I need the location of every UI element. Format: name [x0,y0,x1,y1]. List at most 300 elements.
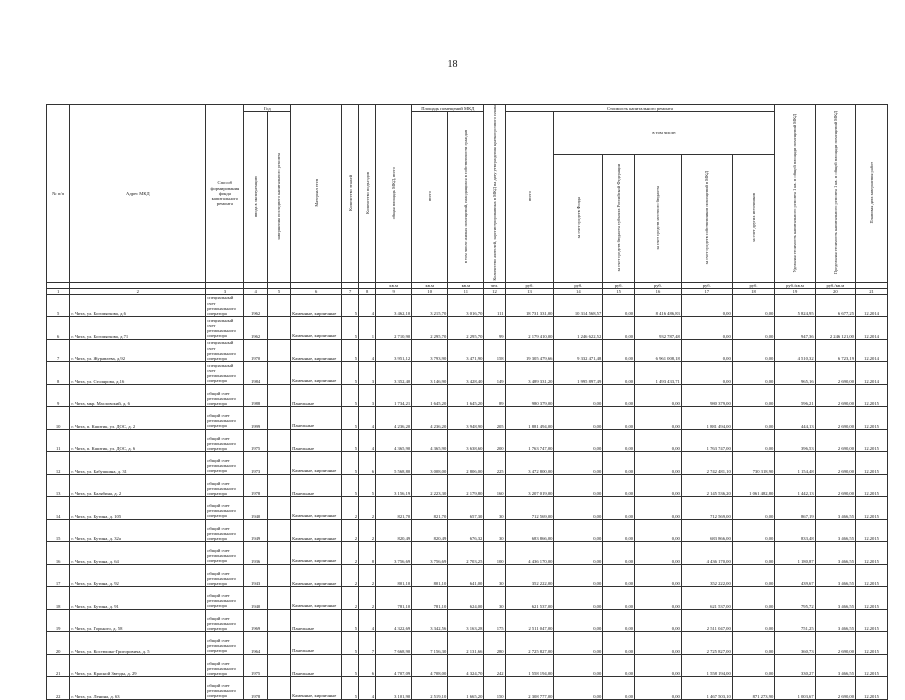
column-number-cell: 5 [267,288,290,294]
table-cell [291,497,342,520]
table-cell: 2 [342,519,359,542]
table-cell: 0,00 [603,632,635,655]
table-cell: 3 466,55 [815,497,855,520]
table-cell: 0,00 [732,407,775,430]
table-cell: 0,00 [732,497,775,520]
table-cell-text: специальный счет регионального оператора [207,317,236,339]
table-cell: 2 690,00 [815,429,855,452]
table-cell: г. Чита, п. Кшитик, ул. ДОС, д. 6 [70,429,206,452]
table-cell [267,474,290,497]
table-cell: 4 [359,677,376,700]
table-cell-text: специальный счет регионального оператора [207,362,236,384]
table-cell: 5 [47,294,70,317]
header-deadline: Плановая дата завершения работ [855,105,887,283]
table-cell [206,587,244,610]
table-cell: 3 342,56 [412,609,448,632]
table-cell: 641,00 [448,564,484,587]
table-cell: 0,00 [603,497,635,520]
table-cell: 13 [47,474,70,497]
table-cell: 4 436 170,00 [681,542,732,565]
table-cell [206,542,244,565]
table-cell: 1962 [244,294,267,317]
table-cell: 657,30 [448,497,484,520]
table-cell: 2 223,30 [412,474,448,497]
table-cell: 175 [484,609,505,632]
table-cell: 1 180,87 [775,542,815,565]
table-cell: 683 866,00 [681,519,732,542]
header-cost-total: всего [505,112,554,283]
table-cell: 3 466,55 [815,542,855,565]
table-cell: 12.2015 [855,542,887,565]
table-cell: 18 [47,587,70,610]
column-number-cell: 20 [815,288,855,294]
table-cell [206,564,244,587]
table-cell: 596,21 [775,384,815,407]
table-cell [267,429,290,452]
table-cell: 0,00 [635,542,682,565]
column-number-cell: 21 [855,288,887,294]
table-cell: 2 690,00 [815,362,855,385]
unit-cell: руб. [635,282,682,288]
table-cell: 111 [484,294,505,317]
column-number-cell: 2 [70,288,206,294]
table-cell: 4 [359,339,376,362]
table-cell: 2 703,25 [448,542,484,565]
unit-cell: руб. [681,282,732,288]
table-cell: 280 [484,632,505,655]
table-cell [291,407,342,430]
table-cell-text: общий счет регионального оператора [207,480,236,496]
table-cell: 0,00 [554,429,603,452]
table-cell: 3 756,69 [412,542,448,565]
table-cell: г. Чита, ул. Богомягкова, д.6 [70,294,206,317]
column-number-cell: 7 [342,288,359,294]
table-cell: 0,00 [603,362,635,385]
header-group-including: в том числе: [554,112,775,155]
table-row [47,407,888,430]
table-cell: 5 [342,654,359,677]
table-cell: 5 [342,384,359,407]
table-cell-text: специальный счет регионального оператора [207,295,236,316]
column-number-cell: 16 [635,288,682,294]
header-residents: Количество жителей, зарегистрированных в МКД на дату утверждения краткосрочного плана [484,105,505,283]
table-cell: 1984 [244,362,267,385]
table-cell: 801,10 [412,564,448,587]
table-cell: 12.2015 [855,407,887,430]
table-cell: 0,00 [732,519,775,542]
table-cell: 21 [47,654,70,677]
table-cell: 5 [342,294,359,317]
table-cell: г. Чита, ул. Красной Звезды, д. 29 [70,654,206,677]
table-row [47,497,888,520]
table-cell: 1 061 482,80 [732,474,775,497]
table-cell: 5 [342,609,359,632]
table-cell: 3 466,55 [815,609,855,632]
header-entrances: Количество подъездов [359,105,376,283]
unit-cell: руб./кв.м [775,282,815,288]
table-cell-text: общий счет регионального оператора [207,548,236,564]
table-cell: 2 179,80 [448,474,484,497]
table-cell: 0,00 [603,654,635,677]
table-cell: 730 318,90 [732,452,775,475]
table-cell: 0,00 [732,654,775,677]
table-cell-text: Каменные, кирпичные [292,333,337,339]
table-cell: г. Чита, ул. Костюшко-Григоровича, д. 5 [70,632,206,655]
table-cell: 2 511 047,00 [505,609,554,632]
table-row [47,609,888,632]
table-cell: 3 951,12 [376,339,412,362]
table-cell: 4 [359,294,376,317]
unit-cell: руб. [505,282,554,288]
table-cell: 200 [484,429,505,452]
table-cell: 0,00 [554,632,603,655]
table-cell: 2 295,70 [448,317,484,340]
table-cell: г. Чита, п. Кшитик, ул. ДОС, д. 2 [70,407,206,430]
table-cell: 2 [342,542,359,565]
table-cell: 0,00 [732,294,775,317]
table-cell-text: Каменные, кирпичные [292,558,337,564]
table-cell: 12.2015 [855,587,887,610]
table-cell: 2 [359,519,376,542]
table-cell: 5 [342,362,359,385]
table-cell [267,407,290,430]
table-cell [206,452,244,475]
table-cell: 0,00 [554,384,603,407]
table-cell: 1999 [244,407,267,430]
table-cell: 3 156,19 [376,474,412,497]
column-number-cell: 13 [505,288,554,294]
table-cell: 396,53 [775,429,815,452]
table-cell: 0,00 [732,542,775,565]
table-cell [206,362,244,385]
table-cell-text: Панельные [292,445,314,451]
table-cell: 242 [484,654,505,677]
table-cell [267,677,290,700]
table-cell: 100 [484,542,505,565]
table-cell: 1 493 433,71 [635,362,682,385]
table-cell: 1949 [244,519,267,542]
table-cell: 12.2014 [855,294,887,317]
table-cell: 8 [359,542,376,565]
table-cell: 0,00 [603,542,635,565]
column-number-cell: 8 [359,288,376,294]
column-number-cell: 11 [448,288,484,294]
table-cell [291,339,342,362]
table-cell-text: общий счет регионального оператора [207,413,236,429]
table-cell: 150 [484,677,505,700]
table-cell [267,317,290,340]
table-cell: 444,13 [775,407,815,430]
table-cell: 0,00 [603,452,635,475]
table-cell: 12.2015 [855,429,887,452]
table-cell: 3 [359,362,376,385]
table-cell: 0,00 [635,452,682,475]
table-cell: 3 948,90 [448,407,484,430]
table-cell: 947,36 [775,317,815,340]
table-cell: 1 003,67 [775,677,815,700]
table-cell: 820,49 [376,519,412,542]
table-cell: 9 [47,384,70,407]
table-cell [267,654,290,677]
table-cell: 2 519,10 [412,677,448,700]
table-cell-text: общий счет регионального оператора [207,435,236,451]
header-group-premises-area: Площадь помещений МКД [412,105,484,112]
table-cell: 1940 [244,497,267,520]
header-area-total: всего [412,112,448,283]
table-cell: 1 995 897,49 [554,362,603,385]
table-cell: 0,00 [603,587,635,610]
header-no: № п/п [47,105,70,283]
table-cell [291,452,342,475]
header-group-cost: Стоимость капитального ремонта [505,105,775,112]
capital-repair-table [46,104,888,700]
header-cost-owners: за счет средств собственников помещений в МКД [681,154,732,282]
table-cell: 360,73 [775,632,815,655]
table-cell: 30 [484,497,505,520]
column-number-cell: 4 [244,288,267,294]
table-cell: 2 690,00 [815,384,855,407]
column-number-cell: 1 [47,288,70,294]
table-cell: 965,16 [775,362,815,385]
table-cell: 2 806,00 [448,452,484,475]
table-row [47,384,888,407]
table-cell: 12 [47,452,70,475]
table-cell: 19 [47,609,70,632]
table-cell: 12.2015 [855,452,887,475]
table-cell: 0,00 [603,519,635,542]
table-cell-text: Панельные [292,670,314,676]
table-cell-text: общий счет регионального оператора [207,660,236,676]
table-cell-text: общий счет регионального оператора [207,525,236,541]
table-cell: 1936 [244,542,267,565]
table-cell: 12.2015 [855,654,887,677]
table-cell [267,542,290,565]
table-row [47,474,888,497]
table-cell: 5 568,80 [376,452,412,475]
table-cell: 22 [47,677,70,700]
table-cell: 18 731 331,00 [505,294,554,317]
table-cell [267,497,290,520]
table-cell: 0,00 [635,519,682,542]
table-cell: 1 881 494,00 [681,407,732,430]
table-cell: 4 436 170,00 [505,542,554,565]
table-cell-text: Панельные [292,625,314,631]
table-cell: 3 146,90 [412,362,448,385]
table-cell: 5 [359,474,376,497]
table-cell: г. Чита, ул. Бабушкина, д. 31 [70,452,206,475]
table-cell: 0,00 [554,407,603,430]
table-cell: 7 668,90 [376,632,412,655]
table-cell: 0,00 [603,339,635,362]
header-cost-local: за счет средств местного бюджета [635,154,682,282]
table-cell: г. Чита, ул. Горького, д. 58 [70,609,206,632]
table-cell: 10 [47,407,70,430]
table-cell: 149 [484,362,505,385]
column-number-cell: 6 [291,288,342,294]
table-cell [291,384,342,407]
table-row [47,632,888,655]
table-cell: 1940 [244,587,267,610]
table-cell: 7 156,30 [412,632,448,655]
table-cell: г. Чита, ул. Столярова, д.16 [70,362,206,385]
table-cell: 1962 [244,317,267,340]
table-cell: 1 763 747,00 [681,429,732,452]
table-cell: 3 471,90 [448,339,484,362]
table-cell-text: общий счет регионального оператора [207,458,236,474]
table-cell: 712 569,00 [505,497,554,520]
table-row [47,542,888,565]
table-cell-text: общий счет регионального оператора [207,570,236,586]
table-cell [206,632,244,655]
table-cell: 2 690,00 [815,677,855,700]
table-cell [206,317,244,340]
table-cell: 2 690,00 [815,452,855,475]
unit-cell: руб. [732,282,775,288]
table-cell: 17 [47,564,70,587]
table-cell: 5 [342,407,359,430]
table-cell: 20 [47,632,70,655]
column-number-cell: 15 [603,288,635,294]
table-cell-text: Каменные, кирпичные [292,468,337,474]
table-cell: 0,00 [635,429,682,452]
table-cell: 30 [484,587,505,610]
table-cell: 871 273,90 [732,677,775,700]
table-cell: 0,00 [732,362,775,385]
table-cell [206,339,244,362]
table-cell: 0,00 [554,542,603,565]
table-cell: 10 314 568,57 [554,294,603,317]
table-cell: 4 236,20 [412,407,448,430]
table-cell: 2 725 827,00 [681,632,732,655]
table-cell: 751,25 [775,609,815,632]
table-cell-text: Панельные [292,490,314,496]
table-cell: 3 489 331,20 [505,362,554,385]
table-cell-text: Каменные, кирпичные [292,693,337,699]
table-cell: 0,00 [603,407,635,430]
table-cell: 0,00 [603,384,635,407]
table-cell: 5 [342,677,359,700]
table-cell: 5 [342,474,359,497]
table-cell: 3 466,55 [815,519,855,542]
table-cell: 3 163,28 [448,609,484,632]
table-cell [267,339,290,362]
column-number-cell: 10 [412,288,448,294]
table-cell: 8 416 486,83 [635,294,682,317]
table-cell [206,407,244,430]
table-cell: г. Чита, ул. Бутина, д. 105 [70,497,206,520]
table-cell: 0,00 [554,677,603,700]
unit-cell: руб. [554,282,603,288]
table-cell [291,677,342,700]
table-row [47,452,888,475]
table-cell: 12.2015 [855,519,887,542]
table-cell: 0,00 [635,474,682,497]
table-row [47,654,888,677]
table-cell: 781,10 [412,587,448,610]
table-cell: 330,27 [775,654,815,677]
table-cell [267,609,290,632]
column-number-cell: 3 [206,288,244,294]
table-cell [206,677,244,700]
table-cell-text: Каменные, кирпичные [292,355,337,361]
table-cell-text: Панельные [292,648,314,654]
table-cell: 0,00 [554,564,603,587]
table-cell: 12.2015 [855,474,887,497]
table-cell [206,474,244,497]
table-cell: 3 466,55 [815,587,855,610]
table-cell: 2 179 410,00 [505,317,554,340]
table-cell: 4 [359,609,376,632]
table-cell: г. Чита, ул. Бутина, д. 91 [70,587,206,610]
table-cell: 4 708,00 [412,654,448,677]
column-number-cell: 17 [681,288,732,294]
table-cell-text: общий счет регионального оператора [207,683,236,699]
table-cell [291,294,342,317]
page-number: 18 [447,59,458,70]
unit-cell: кв.м [412,282,448,288]
table-cell [206,654,244,677]
table-cell: 712 569,00 [681,497,732,520]
table-row [47,564,888,587]
table-cell: 4 365,90 [412,429,448,452]
unit-cell: руб./кв.м [815,282,855,288]
table-cell: 1 734,21 [376,384,412,407]
header-cost-fund: за счет средств Фонда [554,154,603,282]
table-cell: 205 [484,407,505,430]
table-cell: 980 379,00 [681,384,732,407]
table-body [47,294,888,699]
table-cell: 3 638,60 [448,429,484,452]
table-cell: 676,32 [448,519,484,542]
table-cell [267,294,290,317]
table-cell: 15 [47,519,70,542]
table-cell: 6 961 008,18 [635,339,682,362]
table-cell [206,497,244,520]
table-cell: 1 154,48 [775,452,815,475]
table-cell: 4 510,32 [775,339,815,362]
table-cell-text: специальный счет регионального оператора [207,340,236,361]
table-cell: 5 [342,632,359,655]
table-cell [291,564,342,587]
table-cell: г. Чита, ул. Ленина, д. 63 [70,677,206,700]
table-cell: 1943 [244,564,267,587]
table-cell [206,519,244,542]
header-wall-material: Материал стен [291,105,342,283]
table-cell: 3 462,10 [376,294,412,317]
table-cell: 2 690,00 [815,632,855,655]
table-cell: 3 352,40 [376,362,412,385]
table-cell: 1975 [244,654,267,677]
table-cell: 352 222,00 [505,564,554,587]
table-cell [206,384,244,407]
table-cell [291,654,342,677]
table-cell-text: Каменные, кирпичные [292,580,337,586]
table-cell-text: Каменные, кирпичные [292,603,337,609]
table-cell: 4 324,70 [448,654,484,677]
table-cell: 1988 [244,384,267,407]
table-cell [291,587,342,610]
table-cell: 1975 [244,429,267,452]
table-cell: 624,00 [448,587,484,610]
table-cell: 820,49 [412,519,448,542]
table-cell: 12.2015 [855,384,887,407]
table-cell: 3 472 800,00 [505,452,554,475]
table-cell: г. Чита, ул. Журавлева, д.92 [70,339,206,362]
table-cell: 1964 [244,632,267,655]
table-cell: 2 145 536,20 [681,474,732,497]
table-cell [291,362,342,385]
table-cell: 5 [342,317,359,340]
